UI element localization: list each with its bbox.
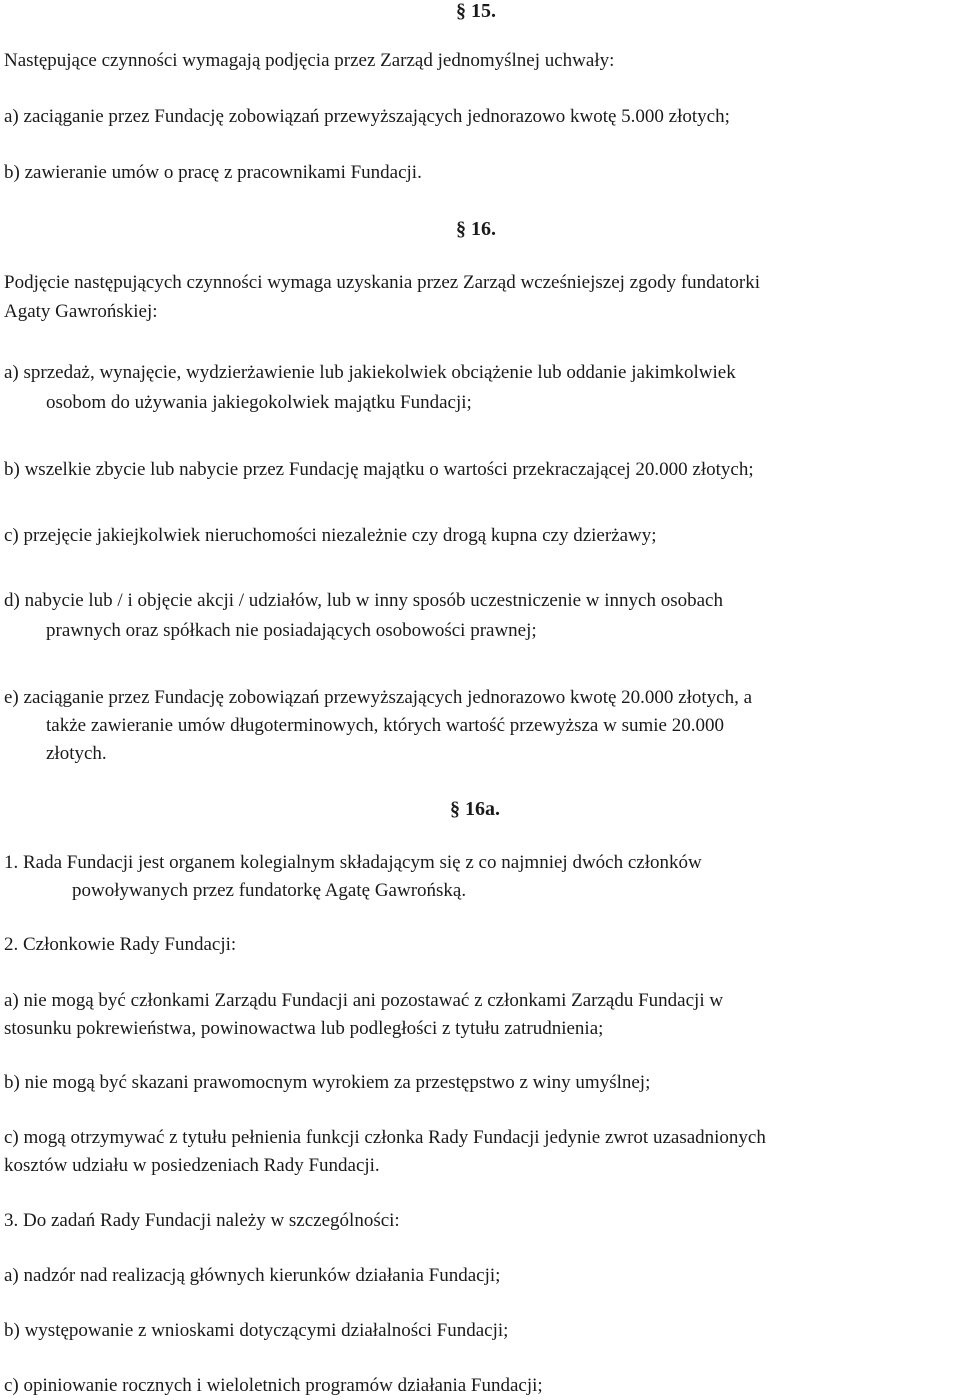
section-16-item-d-line-1: d) nabycie lub / i objęcie akcji / udziałów, lub w inny sposób uczestniczenie w innych osobach [4, 590, 723, 611]
section-15-item-a: a) zaciąganie przez Fundację zobowiązań przewyższających jednorazowo kwotę 5.000 złotych; [4, 106, 730, 127]
section-16a-point-2: 2. Członkowie Rady Fundacji: [4, 934, 237, 955]
section-16-item-e-line-1: e) zaciąganie przez Fundację zobowiązań przewyższających jednorazowo kwotę 20.000 złotych, a [4, 687, 753, 708]
section-16a-point-2-item-a-line-1: a) nie mogą być członkami Zarządu Fundacji ani pozostawać z członkami Zarządu Fundacji w [4, 990, 724, 1011]
section-16a-point-3: 3. Do zadań Rady Fundacji należy w szczególności: [4, 1210, 400, 1231]
section-16-item-a-line-2: osobom do używania jakiegokolwiek majątku Fundacji; [46, 392, 472, 413]
section-16-item-e-line-2: także zawieranie umów długoterminowych, których wartość przewyższa w sumie 20.000 [46, 715, 724, 736]
section-16-intro-line-2: Agaty Gawrońskiej: [4, 301, 158, 322]
section-16a-point-1-line-1: 1. Rada Fundacji jest organem kolegialnym składającym się z co najmniej dwóch członków [4, 852, 702, 873]
section-16a-point-1-line-2: powoływanych przez fundatorkę Agatę Gawrońską. [72, 880, 467, 901]
section-15-heading: § 15. [456, 0, 496, 22]
section-16a-point-2-item-a-line-2: stosunku pokrewieństwa, powinowactwa lub podległości z tytułu zatrudnienia; [4, 1018, 604, 1039]
section-15-item-b: b) zawieranie umów o pracę z pracownikami Fundacji. [4, 162, 422, 183]
section-16-item-a-line-1: a) sprzedaż, wynajęcie, wydzierżawienie lub jakiekolwiek obciążenie lub oddanie jakimkolwiek [4, 362, 736, 383]
section-16-item-b: b) wszelkie zbycie lub nabycie przez Fundację majątku o wartości przekraczającej 20.000 złotych; [4, 459, 754, 480]
section-16-item-c: c) przejęcie jakiejkolwiek nieruchomości niezależnie czy drogą kupna czy dzierżawy; [4, 525, 657, 546]
section-16-heading: § 16. [456, 218, 496, 240]
section-16a-point-2-item-b: b) nie mogą być skazani prawomocnym wyrokiem za przestępstwo z winy umyślnej; [4, 1072, 651, 1093]
section-16a-heading: § 16a. [450, 798, 500, 820]
section-16a-point-3-item-b: b) występowanie z wnioskami dotyczącymi działalności Fundacji; [4, 1320, 509, 1341]
section-16a-point-2-item-c-line-1: c) mogą otrzymywać z tytułu pełnienia funkcji członka Rady Fundacji jedynie zwrot uzasadnionych [4, 1127, 766, 1148]
section-15-intro: Następujące czynności wymagają podjęcia przez Zarząd jednomyślnej uchwały: [4, 50, 615, 71]
section-16-intro-line-1: Podjęcie następujących czynności wymaga uzyskania przez Zarząd wcześniejszej zgody fundatorki [4, 272, 760, 293]
section-16-item-e-line-3: złotych. [46, 743, 107, 764]
section-16-item-d-line-2: prawnych oraz spółkach nie posiadających osobowości prawnej; [46, 620, 537, 641]
section-16a-point-3-item-c: c) opiniowanie rocznych i wieloletnich programów działania Fundacji; [4, 1375, 543, 1396]
section-16a-point-3-item-a: a) nadzór nad realizacją głównych kierunków działania Fundacji; [4, 1265, 501, 1286]
section-16a-point-2-item-c-line-2: kosztów udziału w posiedzeniach Rady Fundacji. [4, 1155, 380, 1176]
